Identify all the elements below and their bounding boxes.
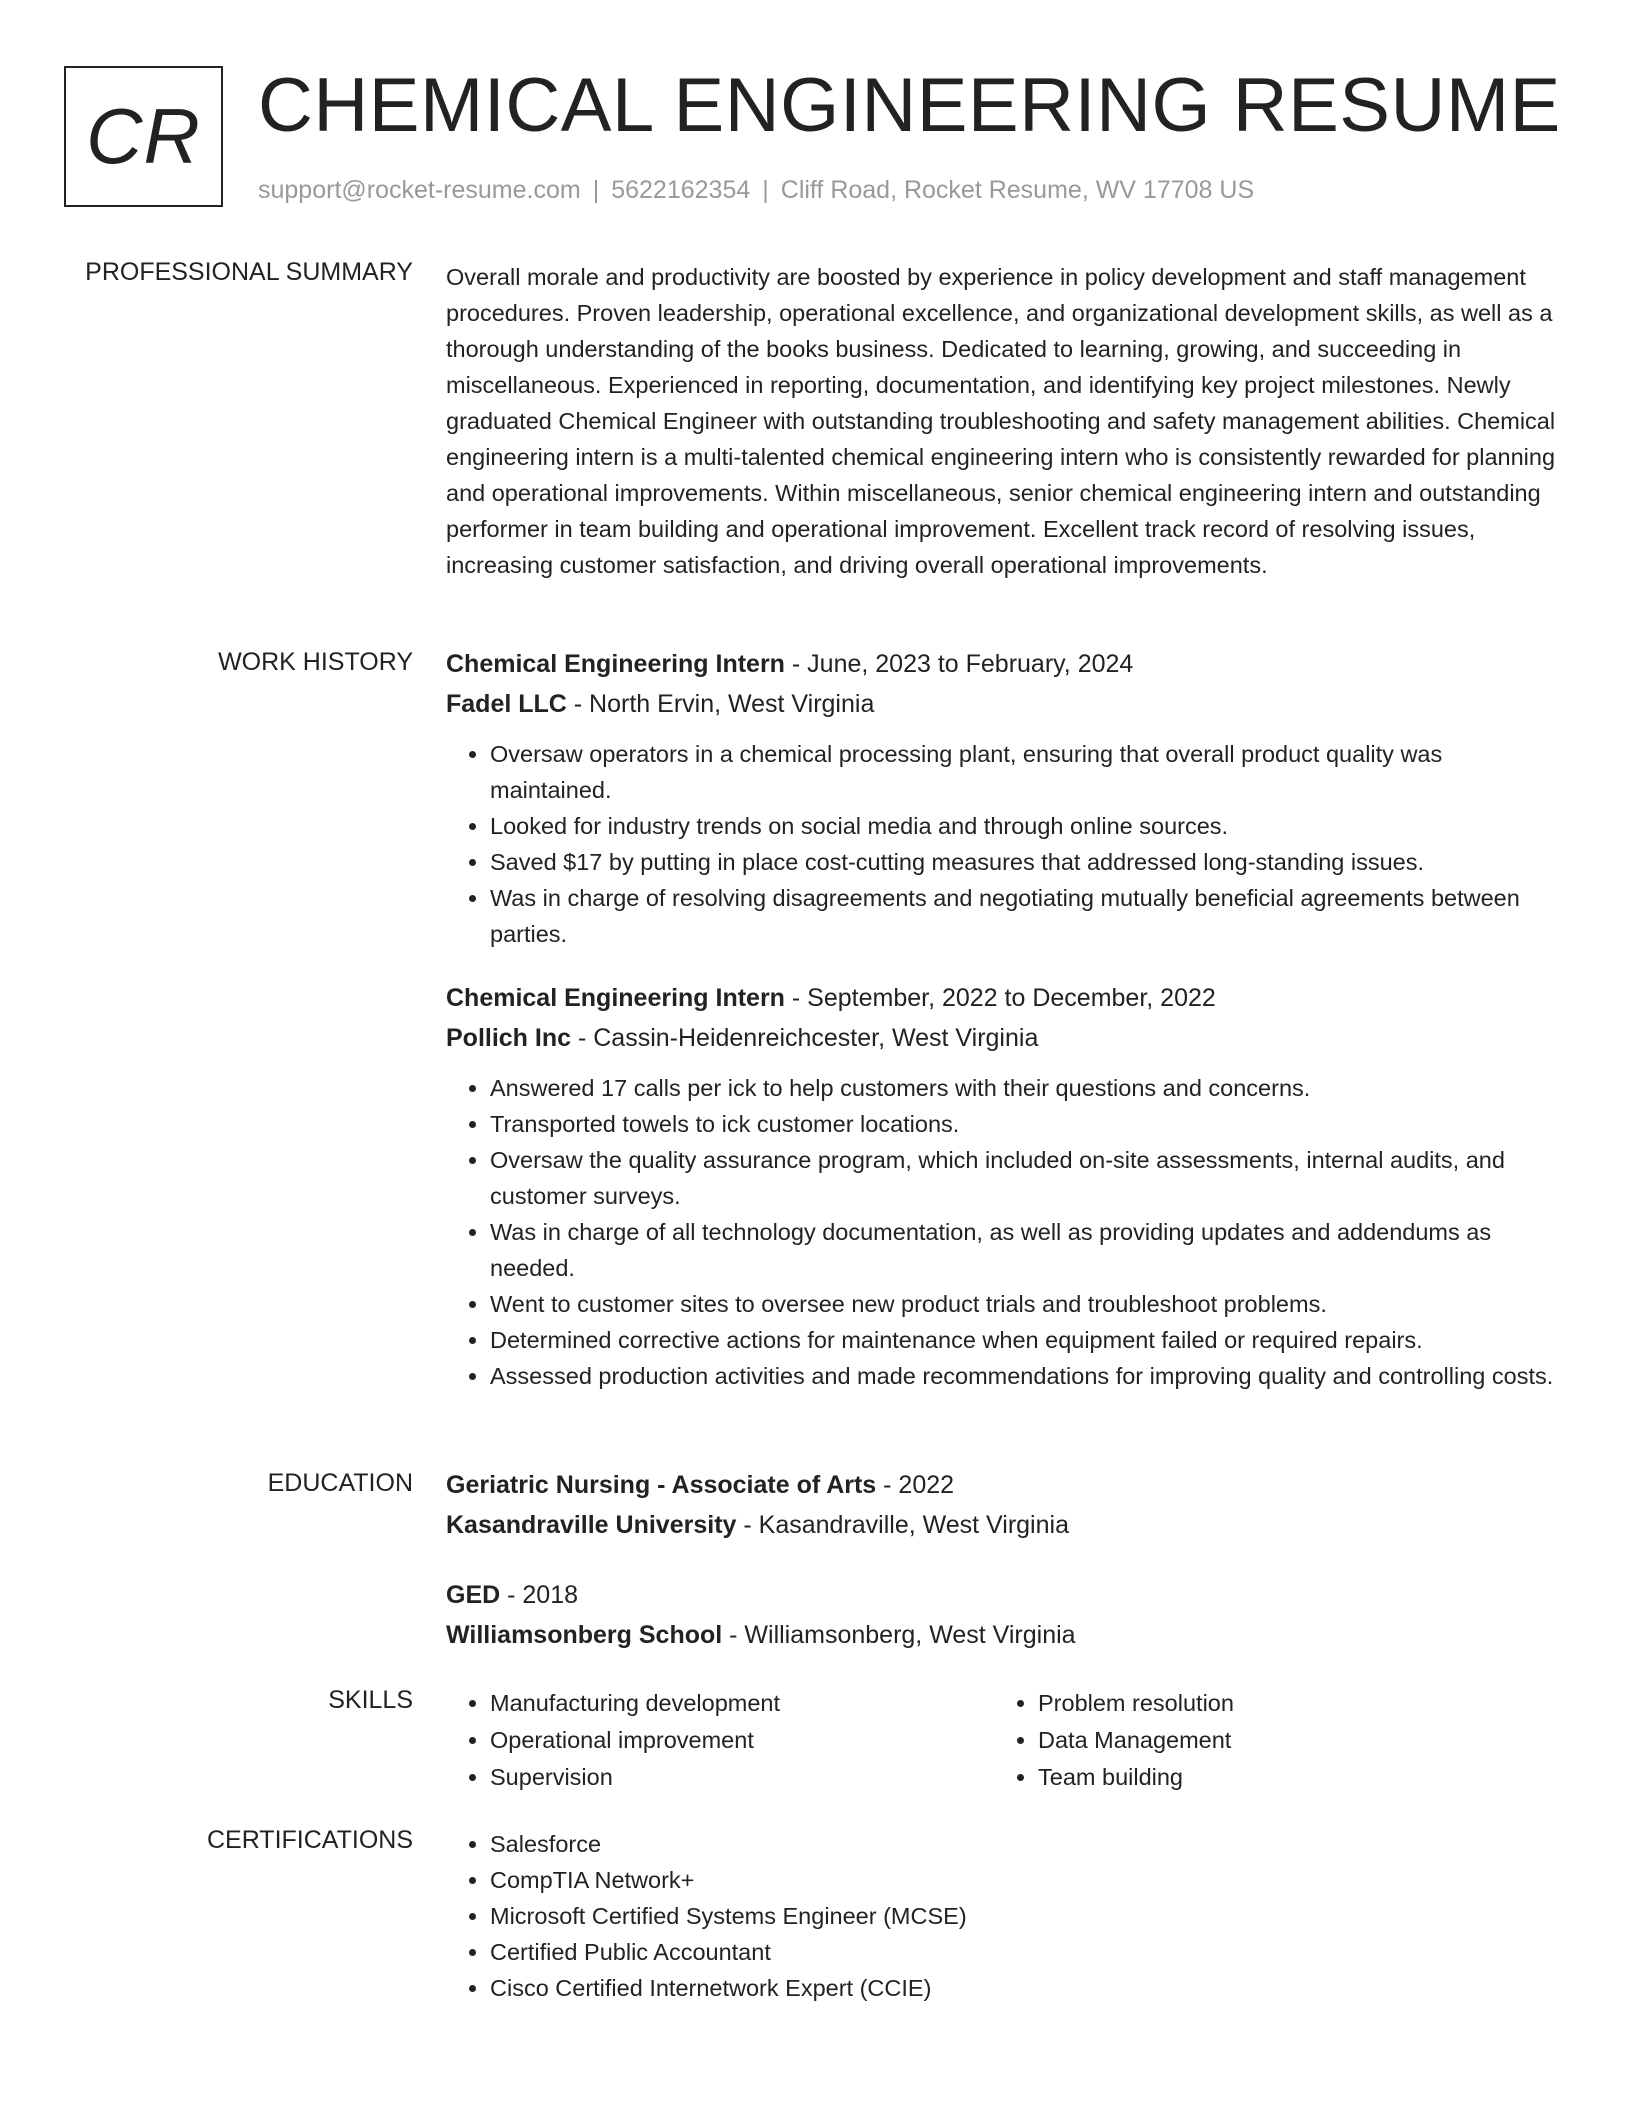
job-bullet: • Saved $17 by putting in place cost-cutting measures that addressed long-standing issues. [490, 844, 1564, 880]
certification-item: • Microsoft Certified Systems Engineer (MCSE) [490, 1898, 1564, 1934]
job-bullet: • Oversaw the quality assurance program, which included on-site assessments, internal audits, and customer surveys. [490, 1142, 1564, 1214]
job-dates: - September, 2022 to December, 2022 [784, 984, 1216, 1012]
skills-columns [446, 1685, 1564, 1796]
skills-list-right [994, 1685, 1542, 1796]
skill-item: • Manufacturing development [490, 1685, 994, 1722]
job-title-line [446, 644, 1564, 684]
job-company-line [446, 684, 1564, 724]
job-entry [446, 644, 1564, 952]
contact-address: Cliff Road, Rocket Resume, WV 17708 US [780, 176, 1255, 204]
job-title: Chemical Engineering Intern [446, 984, 785, 1012]
education-school-line [446, 1505, 1564, 1545]
job-company: Fadel LLC [446, 690, 567, 718]
contact-phone: 5622162354 [611, 176, 751, 204]
job-bullet: • Assessed production activities and made recommendations for improving quality and controlling costs. [490, 1358, 1564, 1394]
certifications-label: CERTIFICATIONS [206, 1826, 413, 1854]
job-bullets [446, 736, 1564, 952]
education-school-line [446, 1615, 1564, 1655]
monogram-initials: CR [86, 92, 201, 180]
skill-item: • Problem resolution [1038, 1685, 1542, 1722]
summary-text: Overall morale and productivity are boosted by experience in policy development and staff management procedures. Proven leadership, operational excellence, and organizational development skills, as well as a thorough understanding of the books business. Dedicated to learning, growing, and succeeding in miscellaneous. Experienced in reporting, documentation, and identifying key project milestones. Newly graduated Chemical Engineer with outstanding troubleshooting and safety management abilities. Chemical engineering intern is a multi-talented chemical engineering intern who is consistently rewarded for planning and operational improvements. Within miscellaneous, senior chemical engineering intern and outstanding performer in team building and operational improvement. Excellent track record of resolving issues, increasing customer satisfaction, and driving overall operational improvements. [446, 264, 1556, 578]
resume-header [64, 63, 1572, 211]
resume-title: CHEMICAL ENGINEERING RESUME [258, 63, 1561, 148]
skill-item: • Operational improvement [490, 1722, 994, 1759]
certification-item: • Certified Public Accountant [490, 1934, 1564, 1970]
job-company: Pollich Inc [446, 1024, 572, 1052]
contact-line [258, 176, 1254, 205]
job-location: - North Ervin, West Virginia [566, 690, 875, 718]
job-bullet: • Was in charge of resolving disagreements and negotiating mutually beneficial agreements between parties. [490, 880, 1564, 952]
job-bullet: • Transported towels to ick customer locations. [490, 1106, 1564, 1142]
certification-item: • Salesforce [490, 1826, 1564, 1862]
skill-item: • Team building [1038, 1759, 1542, 1796]
job-company-line [446, 1018, 1564, 1058]
education-school: Williamsonberg School [446, 1621, 723, 1649]
contact-email: support@rocket-resume.com [258, 176, 581, 204]
education-year: - 2018 [500, 1581, 579, 1609]
job-bullet: • Answered 17 calls per ick to help customers with their questions and concerns. [490, 1070, 1564, 1106]
job-entry [446, 978, 1564, 1394]
job-bullet: • Was in charge of all technology documentation, as well as providing updates and addendums as needed. [490, 1214, 1564, 1286]
education-entry [446, 1575, 1564, 1655]
skills-list-left [446, 1685, 994, 1796]
work-history-label: WORK HISTORY [218, 648, 413, 676]
contact-separator: | [762, 176, 769, 204]
job-bullet: • Went to customer sites to oversee new product trials and troubleshoot problems. [490, 1286, 1564, 1322]
certification-item: • CompTIA Network+ [490, 1862, 1564, 1898]
monogram-box [64, 66, 223, 207]
skill-item: • Data Management [1038, 1722, 1542, 1759]
education-location: - Williamsonberg, West Virginia [722, 1621, 1076, 1649]
job-location: - Cassin-Heidenreichcester, West Virginia [571, 1024, 1039, 1052]
summary-label: PROFESSIONAL SUMMARY [85, 258, 413, 286]
job-title: Chemical Engineering Intern [446, 650, 785, 678]
education-degree-line [446, 1575, 1564, 1615]
job-dates: - June, 2023 to February, 2024 [784, 650, 1134, 678]
job-bullet: • Oversaw operators in a chemical processing plant, ensuring that overall product quality was maintained. [490, 736, 1564, 808]
education-degree: GED [446, 1581, 501, 1609]
education-degree: Geriatric Nursing - Associate of Arts [446, 1471, 877, 1499]
job-bullets [446, 1070, 1564, 1394]
education-location: - Kasandraville, West Virginia [736, 1511, 1069, 1539]
contact-separator: | [592, 176, 600, 204]
education-label: EDUCATION [267, 1469, 413, 1497]
education-school: Kasandraville University [446, 1511, 737, 1539]
job-bullet: • Determined corrective actions for maintenance when equipment failed or required repairs. [490, 1322, 1564, 1358]
job-bullet: • Looked for industry trends on social media and through online sources. [490, 808, 1564, 844]
certifications-list [446, 1826, 1564, 2006]
skill-item: • Supervision [490, 1759, 994, 1796]
education-year: - 2022 [876, 1471, 955, 1499]
education-entry [446, 1465, 1564, 1545]
job-title-line [446, 978, 1564, 1018]
skills-label: SKILLS [328, 1686, 413, 1714]
certification-item: • Cisco Certified Internetwork Expert (CCIE) [490, 1970, 1564, 2006]
education-degree-line [446, 1465, 1564, 1505]
